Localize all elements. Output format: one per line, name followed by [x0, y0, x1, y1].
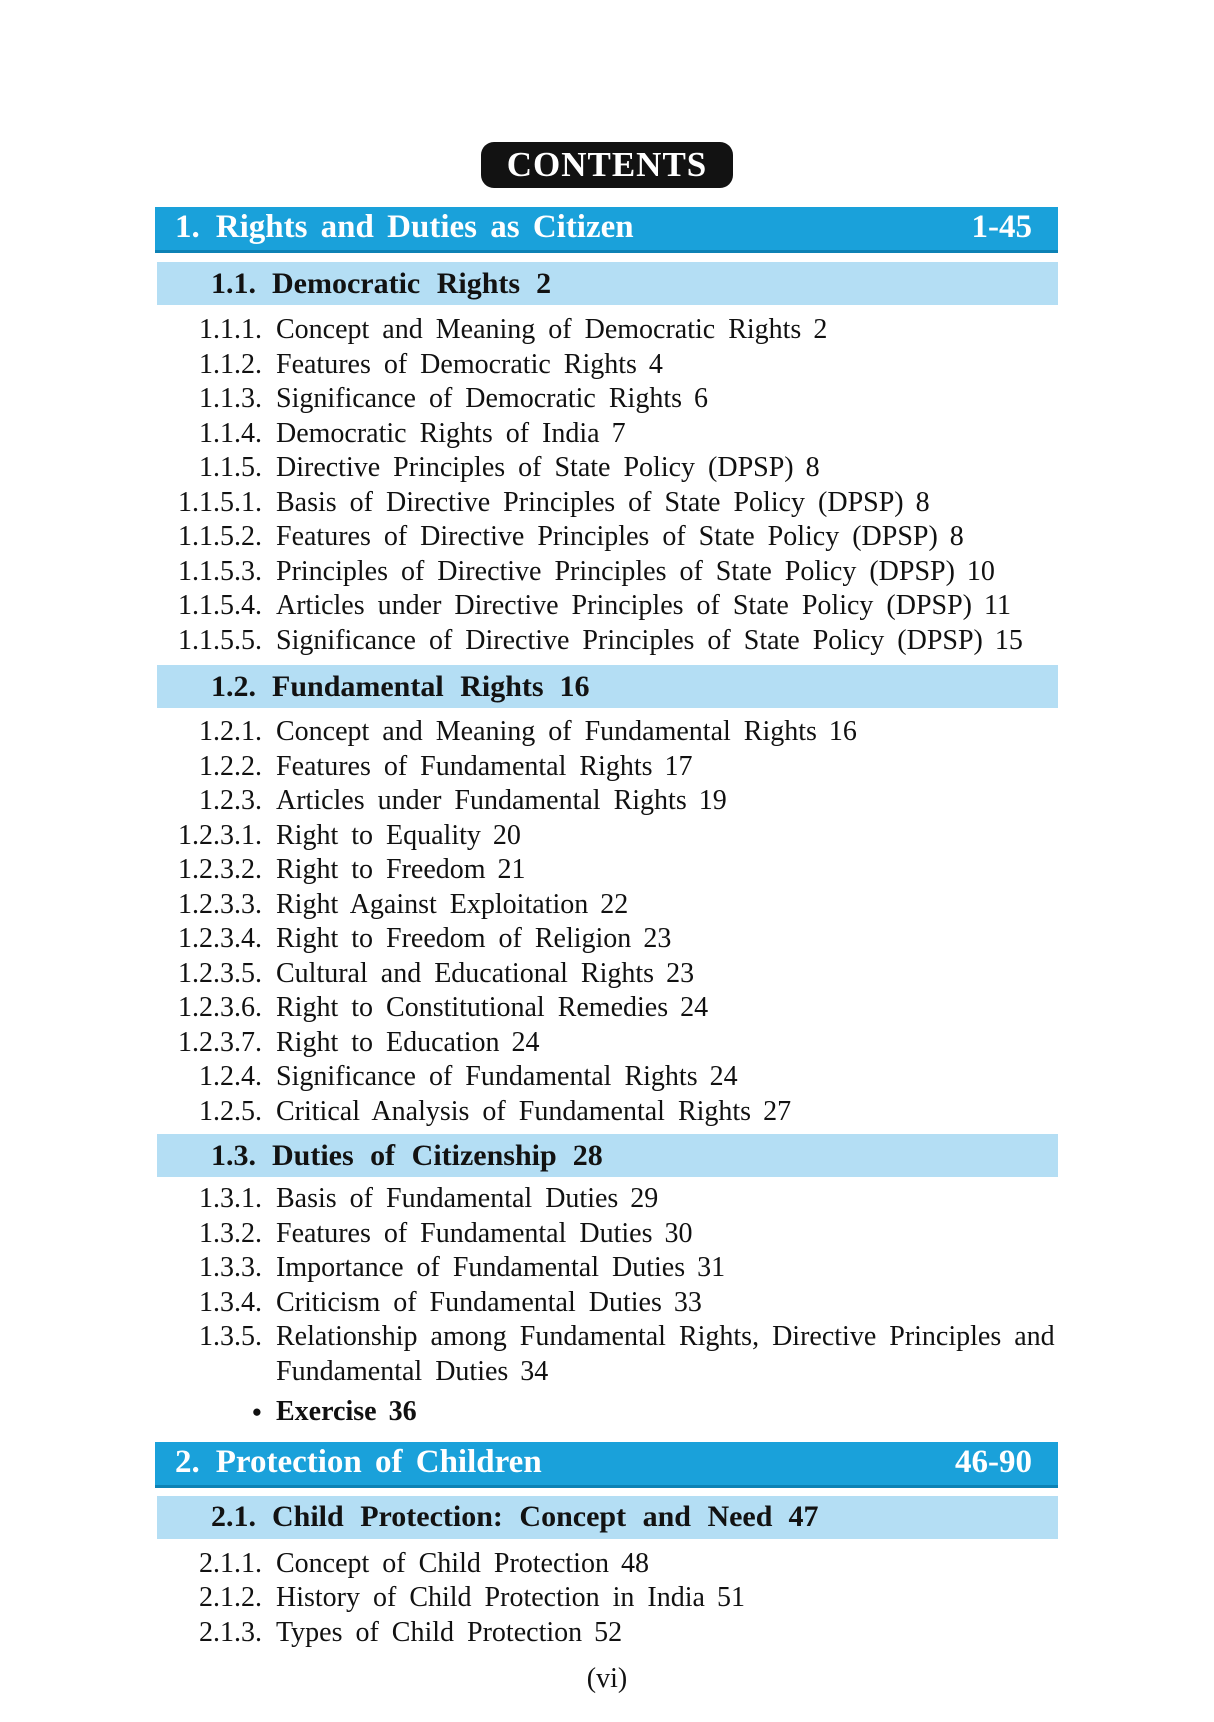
entry-text: [276, 784, 1098, 819]
toc-entry: [152, 555, 1112, 590]
entry-number: 1.3.3.: [199, 1252, 262, 1283]
entry-page: 4: [648, 348, 663, 380]
toc-entry: [152, 715, 1112, 750]
toc-entry: [152, 313, 1112, 348]
entry-title: Concept and Meaning of Fundamental Rights: [276, 716, 817, 747]
toc-entry: [152, 589, 1112, 624]
entry-title: Concept of Child Protection: [276, 1547, 609, 1579]
entry-title: Relationship among Fundamental Rights, Directive Principles and Fundamental Duties: [276, 1321, 1055, 1387]
entry-text: [276, 1286, 1098, 1321]
entry-text: [276, 957, 1098, 992]
entry-page: 23: [643, 923, 672, 954]
entry-number: 1.1.3.: [199, 383, 262, 414]
entry-page: 27: [763, 1095, 792, 1127]
entry-title: Features of Fundamental Duties: [276, 1217, 653, 1249]
entry-number: 1.2.3.2.: [178, 854, 262, 885]
section-2-1-entries: [152, 1547, 1112, 1651]
entry-page: 2: [813, 314, 828, 345]
entry-page: 11: [984, 590, 1011, 621]
entry-title: Basis of Fundamental Duties: [276, 1183, 619, 1214]
toc-entry: [152, 1581, 1112, 1616]
toc-entry: [152, 348, 1112, 383]
entry-number: 1.2.3.6.: [178, 992, 262, 1023]
toc-entry: [152, 520, 1112, 555]
entry-text: [276, 1616, 1098, 1651]
chapter-2-bar: [155, 1442, 1058, 1488]
entry-title: Right to Equality: [276, 819, 481, 851]
entry-number: 1.1.5.3.: [178, 555, 262, 587]
entry-page: 22: [600, 888, 629, 920]
chapter-title: Protection of Children: [215, 1443, 542, 1480]
entry-text: [276, 1320, 1098, 1389]
entry-number: 1.2.1.: [199, 716, 262, 747]
entry-number: 1.3.4.: [199, 1286, 262, 1318]
section-title: Fundamental Rights: [272, 669, 544, 703]
contents-badge: [481, 142, 734, 188]
toc-entry: [152, 1095, 1112, 1130]
entry-title: Right to Freedom: [276, 854, 486, 885]
section-page: 28: [572, 1138, 603, 1172]
entry-page: 10: [966, 555, 995, 587]
page-title: CONTENTS: [506, 145, 708, 184]
entry-number: 1.1.5.: [199, 452, 262, 483]
entry-text: [276, 1026, 1098, 1061]
section-number: 1.1.: [211, 266, 256, 300]
entry-text: [276, 922, 1098, 957]
toc-entry: [152, 1182, 1112, 1217]
toc-entry: [152, 486, 1112, 521]
entry-page: 24: [511, 1026, 540, 1058]
entry-text: [276, 382, 1098, 417]
page-number: (vi): [586, 1663, 628, 1694]
entry-text: [276, 1095, 1098, 1130]
entry-title: Right Against Exploitation: [276, 888, 589, 920]
section-page: 47: [788, 1500, 819, 1533]
exercise-label: Exercise: [276, 1396, 377, 1427]
entry-text: [276, 520, 1098, 555]
entry-text: [276, 624, 1098, 659]
entry-text: [276, 819, 1098, 854]
entry-page: 48: [620, 1547, 649, 1579]
entry-text: [276, 853, 1098, 888]
entry-page: 7: [611, 417, 626, 449]
entry-number: 1.3.1.: [199, 1183, 262, 1214]
entry-text: [276, 589, 1098, 624]
entry-text: [276, 1060, 1098, 1095]
entry-page: 17: [664, 750, 693, 782]
toc-entry: [152, 1217, 1112, 1252]
entry-title: Basis of Directive Principles of State Policy (DPSP): [276, 486, 904, 518]
section-number: 1.3.: [211, 1138, 256, 1172]
entry-text: [276, 1581, 1098, 1616]
entry-title: Features of Directive Principles of State Policy (DPSP): [276, 521, 938, 552]
bullet-icon: ●: [251, 1402, 262, 1421]
entry-number: 1.2.2.: [199, 750, 262, 782]
entry-text: [276, 888, 1098, 923]
toc-entry: [152, 1320, 1112, 1389]
entry-page: 24: [680, 992, 709, 1023]
chapter-number: 1.: [175, 209, 200, 245]
entry-title: Democratic Rights of India: [276, 417, 600, 449]
entry-title: Cultural and Educational Rights: [276, 957, 655, 989]
entry-number: 1.1.1.: [199, 314, 262, 345]
toc-entry: [152, 417, 1112, 452]
section-page: 16: [559, 669, 590, 703]
entry-title: Types of Child Protection: [276, 1616, 583, 1648]
entry-number: 1.2.3.1.: [178, 819, 262, 851]
entry-page: 24: [709, 1061, 738, 1092]
entry-number: 1.2.3.: [199, 785, 262, 816]
entry-text: [276, 451, 1098, 486]
entry-number: 1.2.4.: [199, 1061, 262, 1092]
entry-number: [152, 1395, 262, 1430]
entry-title: Significance of Democratic Rights: [276, 383, 682, 414]
entry-title: Articles under Directive Principles of State Policy (DPSP): [276, 590, 972, 621]
entry-title: Right to Constitutional Remedies: [276, 992, 669, 1023]
entry-page: 8: [949, 521, 964, 552]
entry-page: 30: [664, 1217, 693, 1249]
chapter-number: 2.: [175, 1443, 200, 1480]
contents-badge-row: [0, 142, 1214, 188]
entry-page: 51: [716, 1582, 745, 1613]
entry-number: 1.2.5.: [199, 1095, 262, 1127]
entry-text: [276, 1251, 1098, 1286]
section-1-3-entries: [152, 1182, 1112, 1430]
entry-page: 31: [697, 1252, 726, 1283]
entry-title: Significance of Fundamental Rights: [276, 1061, 698, 1092]
entry-title: Right to Education: [276, 1026, 500, 1058]
entry-page: 6: [694, 383, 708, 414]
section-title: Child Protection: Concept and Need: [272, 1500, 773, 1533]
section-1-1-bar: [157, 262, 1058, 305]
entry-title: Features of Fundamental Rights: [276, 750, 653, 782]
entry-page: 21: [497, 854, 526, 885]
chapter-page-range: 46-90: [955, 1443, 1032, 1480]
entry-page: 15: [994, 624, 1023, 656]
toc-entry: [152, 1251, 1112, 1286]
entry-number: 1.3.2.: [199, 1217, 262, 1249]
chapter-page-range: 1-45: [971, 209, 1032, 245]
toc-entry: [152, 1060, 1112, 1095]
entry-number: 1.1.5.1.: [178, 486, 262, 518]
toc-entry: [152, 853, 1112, 888]
entry-text: [276, 313, 1098, 348]
entry-number: 1.1.5.4.: [178, 590, 262, 621]
entry-text: [276, 715, 1098, 750]
entry-page: 34: [520, 1355, 549, 1387]
entry-text: [276, 1217, 1098, 1252]
entry-title: Principles of Directive Principles of State Policy (DPSP): [276, 555, 955, 587]
exercise-item: [152, 1395, 1112, 1430]
entry-page: 23: [666, 957, 695, 989]
entry-number: 1.1.4.: [199, 417, 262, 449]
entry-number: 1.2.3.5.: [178, 957, 262, 989]
entry-title: Features of Democratic Rights: [276, 348, 637, 380]
section-title: Duties of Citizenship: [272, 1138, 557, 1172]
toc-entry: [152, 991, 1112, 1026]
entry-title: Concept and Meaning of Democratic Rights: [276, 314, 802, 345]
section-1-2-entries: [152, 715, 1112, 1129]
toc-entry: [152, 888, 1112, 923]
toc-entry: [152, 451, 1112, 486]
entry-page: 33: [673, 1286, 702, 1318]
entry-number: 1.1.2.: [199, 348, 262, 380]
entry-title: Right to Freedom of Religion: [276, 923, 632, 954]
entry-number: 1.2.3.4.: [178, 923, 262, 954]
entry-text: [276, 991, 1098, 1026]
entry-page: 29: [630, 1183, 659, 1214]
section-number: 1.2.: [211, 669, 256, 703]
entry-number: 1.2.3.7.: [178, 1026, 262, 1058]
entry-page: 8: [915, 486, 930, 518]
toc-entry: [152, 382, 1112, 417]
section-page: 2: [536, 266, 552, 300]
entry-title: Directive Principles of State Policy (DPSP): [276, 452, 794, 483]
section-1-2-bar: [157, 665, 1058, 708]
entry-number: 1.2.3.3.: [178, 888, 262, 920]
entry-text: [276, 348, 1098, 383]
toc-entry: [152, 1026, 1112, 1061]
entry-number: 1.1.5.5.: [178, 624, 262, 656]
entry-title: Criticism of Fundamental Duties: [276, 1286, 662, 1318]
entry-title: Significance of Directive Principles of State Policy (DPSP): [276, 624, 983, 656]
toc-entry: [152, 750, 1112, 785]
entry-page: 19: [698, 785, 727, 816]
entry-title: Importance of Fundamental Duties: [276, 1252, 686, 1283]
entry-text: [276, 555, 1098, 590]
entry-page: 8: [805, 452, 820, 483]
entry-title: Articles under Fundamental Rights: [276, 785, 687, 816]
entry-title: Critical Analysis of Fundamental Rights: [276, 1095, 752, 1127]
entry-text: [276, 1547, 1098, 1582]
toc-entry: [152, 1547, 1112, 1582]
chapter-title: Rights and Duties as Citizen: [215, 209, 634, 245]
entry-page: 52: [594, 1616, 623, 1648]
section-1-3-bar: [157, 1134, 1058, 1177]
entry-number: 1.3.5.: [199, 1321, 262, 1352]
toc-entry: [152, 1616, 1112, 1651]
toc-entry: [152, 1286, 1112, 1321]
section-1-1-entries: [152, 313, 1112, 658]
toc-entry: [152, 922, 1112, 957]
toc-entry: [152, 819, 1112, 854]
toc-entry: [152, 784, 1112, 819]
entry-page: 16: [828, 716, 857, 747]
toc-entry: [152, 624, 1112, 659]
entry-number: 2.1.3.: [199, 1616, 262, 1648]
entry-number: 2.1.1.: [199, 1547, 262, 1579]
entry-number: 2.1.2.: [199, 1582, 262, 1613]
entry-number: 1.1.5.2.: [178, 521, 262, 552]
section-number: 2.1.: [211, 1500, 256, 1533]
section-2-1-bar: [157, 1496, 1058, 1539]
toc-entry: [152, 957, 1112, 992]
entry-text: [276, 1182, 1098, 1217]
entry-text: [276, 486, 1098, 521]
entry-text: [276, 417, 1098, 452]
chapter-1-bar: [155, 207, 1058, 253]
entry-text: [276, 750, 1098, 785]
entry-title: History of Child Protection in India: [276, 1582, 705, 1613]
entry-page: 20: [492, 819, 521, 851]
entry-page: 36: [388, 1396, 417, 1427]
entry-text: [276, 1395, 1098, 1430]
section-title: Democratic Rights: [272, 266, 521, 300]
